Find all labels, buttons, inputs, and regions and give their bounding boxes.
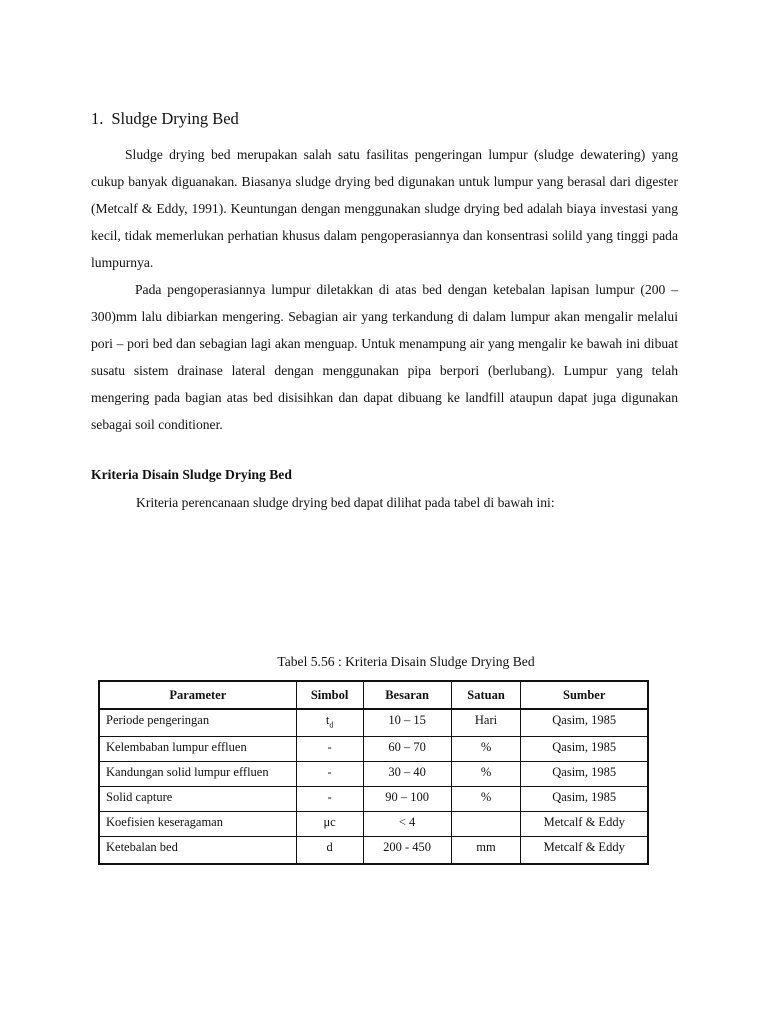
cell-value: 90 – 100 [363, 786, 451, 811]
cell-parameter: Koefisien keseragaman [99, 811, 296, 836]
cell-symbol: - [296, 786, 363, 811]
subsection-heading: Kriteria Disain Sludge Drying Bed [91, 467, 292, 482]
cell-unit [451, 811, 521, 836]
criteria-table [98, 680, 649, 865]
cell-unit: Hari [451, 709, 521, 736]
cell-parameter: Ketebalan bed [99, 836, 296, 864]
table-row [99, 836, 648, 864]
cell-symbol: d [296, 836, 363, 864]
cell-value: 200 - 450 [363, 836, 451, 864]
paragraph-intro: Sludge drying bed merupakan salah satu fasilitas pengeringan lumpur (sludge dewatering) yang cukup banyak diguanakan. Biasanya sludge drying bed digunakan untuk lumpur yang berasal dari digester (Metcalf & Eddy, 1991). Keuntungan dengan menggunakan sludge drying bed adalah biaya investasi yang kecil, tidak memerlukan perhatian khusus dalam pengoperasiannya dan konsentrasi solild yang tinggi pada lumpurnya. [91, 147, 678, 270]
cell-source: Qasim, 1985 [521, 786, 648, 811]
subsection-intro: Kriteria perencanaan sludge drying bed dapat dilihat pada tabel di bawah ini: [136, 495, 555, 510]
cell-value: 30 – 40 [363, 761, 451, 786]
cell-value: 60 – 70 [363, 736, 451, 761]
cell-parameter: Periode pengeringan [99, 709, 296, 736]
header-unit: Satuan [451, 681, 521, 709]
cell-parameter: Solid capture [99, 786, 296, 811]
cell-parameter: Kandungan solid lumpur effluen [99, 761, 296, 786]
paragraph-operation: Pada pengoperasiannya lumpur diletakkan di atas bed dengan ketebalan lapisan lumpur (200 – 300)mm lalu dibiarkan mengering. Sebagian air yang terkandung di dalam lumpur akan mengalir melalui pori – pori bed dan sebagian lagi akan menguap. Untuk menampung air yang mengalir ke bawah ini dibuat susatu sistem drainase lateral dengan menggunakan pipa berpori (berlubang). Lumpur yang telah mengering pada bagian atas bed disisihkan dan dapat dibuang ke landfill ataupun dapat juga digunakan sebagai soil conditioner. [91, 282, 678, 432]
cell-unit: % [451, 761, 521, 786]
header-value: Besaran [363, 681, 451, 709]
cell-source: Qasim, 1985 [521, 761, 648, 786]
table-row [99, 786, 648, 811]
cell-symbol: - [296, 761, 363, 786]
cell-source: Metcalf & Eddy [521, 811, 648, 836]
table-header-row [99, 681, 648, 709]
table-caption: Tabel 5.56 : Kriteria Disain Sludge Drying Bed [277, 654, 535, 669]
table-row [99, 811, 648, 836]
table-row [99, 761, 648, 786]
cell-symbol: μc [296, 811, 363, 836]
table-row [99, 709, 648, 736]
cell-unit: % [451, 736, 521, 761]
cell-source: Qasim, 1985 [521, 736, 648, 761]
header-source: Sumber [521, 681, 648, 709]
cell-source: Metcalf & Eddy [521, 836, 648, 864]
cell-unit: % [451, 786, 521, 811]
section-number: 1. [91, 109, 104, 128]
cell-value: 10 – 15 [363, 709, 451, 736]
section-title: Sludge Drying Bed [111, 109, 239, 128]
cell-symbol: $t_d$ [296, 709, 363, 736]
header-symbol: Simbol [296, 681, 363, 709]
cell-unit: mm [451, 836, 521, 864]
cell-value: < 4 [363, 811, 451, 836]
cell-parameter: Kelembaban lumpur effluen [99, 736, 296, 761]
cell-source: Qasim, 1985 [521, 709, 648, 736]
cell-symbol: - [296, 736, 363, 761]
header-parameter: Parameter [99, 681, 296, 709]
table-row [99, 736, 648, 761]
section-heading [91, 108, 239, 130]
